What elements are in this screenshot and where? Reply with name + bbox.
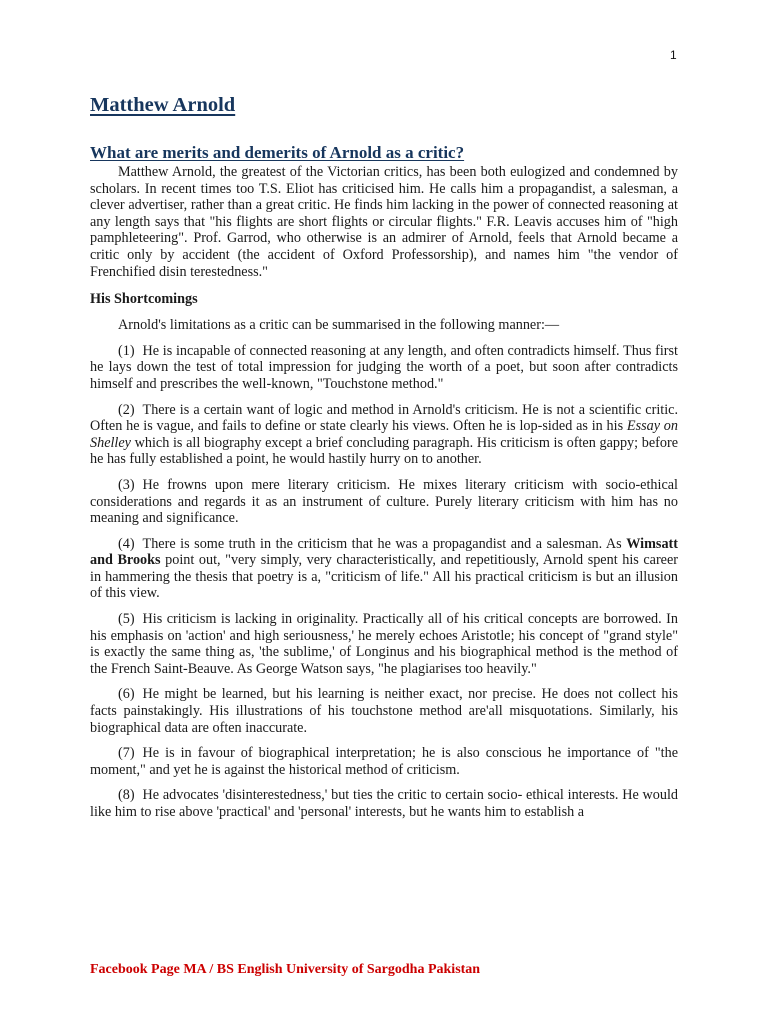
point-text: He is in favour of biographical interpretation; he is also conscious he importance of "the moment," and yet he is against the historical method of criticism.	[90, 745, 678, 778]
point-text: He might be learned, but his learning is neither exact, nor precise. He does not collect his facts painstakingly. His illustrations of his touchstone method are'all misquotations. Similarly, his biographical data are often inaccurate.	[90, 686, 678, 736]
point-1	[90, 343, 678, 393]
lead-paragraph: Arnold's limitations as a critic can be summarised in the following manner:—	[118, 317, 560, 334]
point-number: (2)	[118, 401, 135, 418]
section-heading: His Shortcomings	[90, 291, 198, 308]
point-text: point out, "very simply, very characteristically, and repetitiously, Arnold spent his career in hammering the thesis that poetry is a, "criticism of life." All his practical criticism is but an illusion of this view.	[90, 552, 679, 602]
point-7	[90, 745, 678, 778]
point-8	[90, 787, 678, 820]
point-4	[90, 536, 678, 602]
footer-credit: Facebook Page MA / BS English University of Sargodha Pakistan	[90, 962, 481, 977]
point-text: His criticism is lacking in originality. Practically all of his critical concepts are borrowed. In his emphasis on 'action' and high seriousness,' he merely echoes Aristotle; his concept of "grand style" is exactly the same thing as, 'the sublime,' of Longinus and his biographical method is the method of the French Saint-Beauve. As George Watson says, "he plagiarises too heavily."	[90, 611, 678, 677]
point-number: (3)	[118, 476, 135, 493]
essay-title: Essay on Shelley	[90, 418, 678, 451]
document-title: Matthew Arnold	[90, 94, 236, 116]
point-number: (7)	[118, 745, 135, 762]
point-text: He advocates 'disinterestedness,' but ties the critic to certain socio- ethical interests. He would like him to rise above 'practical' and 'personal' interests, but he wants him to establish a	[90, 787, 678, 820]
point-number: (6)	[118, 686, 135, 703]
point-text: which is all biography except a brief concluding paragraph. His criticism is often gappy; before he has fully established a point, he would hastily hurry on to another.	[90, 434, 678, 468]
point-5	[90, 611, 678, 677]
point-number: (4)	[118, 535, 135, 552]
point-6	[90, 686, 678, 736]
point-number: (8)	[118, 787, 135, 804]
page-number: 1	[670, 48, 677, 62]
point-text: There is some truth in the criticism that he was a propagandist and a salesman. As	[142, 535, 627, 552]
document-body	[90, 92, 678, 821]
point-text: There is a certain want of logic and method in Arnold's criticism. He is not a scientific critic. Often he is vague, and fails to define or state clearly his views. Often he is lop-sided as in his	[90, 401, 678, 435]
point-3	[90, 477, 678, 527]
point-text: He is incapable of connected reasoning at any length, and often contradicts himself. Thus first he lays down the test of total impression for judging the worth of a poet, but soon after contradicts himself and prescribes the well-known, "Touchstone method."	[90, 342, 678, 392]
cited-authors: Wimsatt and Brooks	[90, 535, 678, 569]
point-2	[90, 402, 678, 468]
question-heading: What are merits and demerits of Arnold as a critic?	[90, 143, 465, 162]
point-number: (5)	[118, 611, 135, 628]
point-number: (1)	[118, 342, 135, 359]
point-text: He frowns upon mere literary criticism. He mixes literary criticism with socio-ethical considerations and regards it as an instrument of culture. Purely literary criticism with him has no meaning and significance.	[90, 476, 678, 527]
intro-paragraph: Matthew Arnold, the greatest of the Victorian critics, has been both eulogized and condemned by scholars. In recent times too T.S. Eliot has criticised him. He calls him a propagandist, a salesman, a clever advertiser, rather than a great critic. He finds him lacking in the power of connected reasoning at any length says that "his flights are short flights or circular flights." F.R. Leavis accuses him of "high pamphleteering". Prof. Garrod, who otherwise is an admirer of Arnold, feels that Arnold became a critic only by accident (the accident of Oxford Professorship), and names him "the vendor of Frenchified disin terestedness."	[90, 164, 678, 280]
